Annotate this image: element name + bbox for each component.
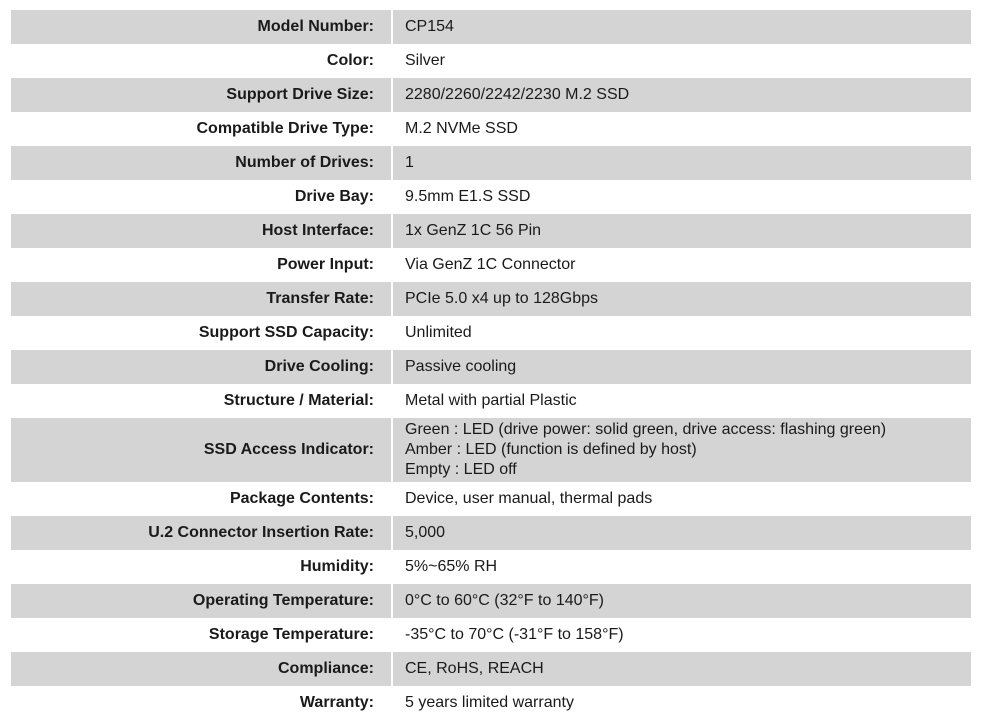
spec-value: 1x GenZ 1C 56 Pin <box>393 214 971 248</box>
spec-label: Model Number: <box>11 10 393 44</box>
spec-row-power-input <box>11 248 973 282</box>
spec-row-humidity <box>11 550 973 584</box>
spec-table <box>11 10 973 720</box>
spec-value: Via GenZ 1C Connector <box>393 248 971 282</box>
spec-row-connector-insertion-rate <box>11 516 973 550</box>
spec-value: 2280/2260/2242/2230 M.2 SSD <box>393 78 971 112</box>
spec-value: 0°C to 60°C (32°F to 140°F) <box>393 584 971 618</box>
spec-row-number-of-drives <box>11 146 973 180</box>
spec-row-structure-material <box>11 384 973 418</box>
spec-label: SSD Access Indicator: <box>11 418 393 482</box>
spec-label: Warranty: <box>11 686 393 720</box>
spec-row-transfer-rate <box>11 282 973 316</box>
spec-label: Power Input: <box>11 248 393 282</box>
spec-label: Compatible Drive Type: <box>11 112 393 146</box>
spec-label: Structure / Material: <box>11 384 393 418</box>
spec-value: 5 years limited warranty <box>393 686 971 720</box>
spec-label: Drive Cooling: <box>11 350 393 384</box>
spec-row-host-interface <box>11 214 973 248</box>
spec-row-package-contents <box>11 482 973 516</box>
spec-label: Operating Temperature: <box>11 584 393 618</box>
spec-row-ssd-access-indicator <box>11 418 973 482</box>
spec-label: Drive Bay: <box>11 180 393 214</box>
spec-row-compatible-drive-type <box>11 112 973 146</box>
spec-value: CP154 <box>393 10 971 44</box>
spec-label: Number of Drives: <box>11 146 393 180</box>
spec-label: Transfer Rate: <box>11 282 393 316</box>
indicator-line-green: Green : LED (drive power: solid green, drive access: flashing green) <box>405 421 887 438</box>
spec-row-color <box>11 44 973 78</box>
spec-row-support-ssd-capacity <box>11 316 973 350</box>
spec-row-operating-temperature <box>11 584 973 618</box>
spec-label: Storage Temperature: <box>11 618 393 652</box>
spec-row-warranty <box>11 686 973 720</box>
spec-value <box>393 418 971 482</box>
spec-label: Compliance: <box>11 652 393 686</box>
spec-row-model-number <box>11 10 973 44</box>
spec-label: Color: <box>11 44 393 78</box>
spec-value: Device, user manual, thermal pads <box>393 482 971 516</box>
spec-row-compliance <box>11 652 973 686</box>
spec-label: Support SSD Capacity: <box>11 316 393 350</box>
indicator-line-amber: Amber : LED (function is defined by host) <box>405 441 697 458</box>
spec-value: 1 <box>393 146 971 180</box>
spec-value: 5%~65% RH <box>393 550 971 584</box>
spec-value: -35°C to 70°C (-31°F to 158°F) <box>393 618 971 652</box>
indicator-line-empty: Empty : LED off <box>405 461 517 478</box>
spec-value: Silver <box>393 44 971 78</box>
spec-label: U.2 Connector Insertion Rate: <box>11 516 393 550</box>
spec-value: M.2 NVMe SSD <box>393 112 971 146</box>
spec-row-storage-temperature <box>11 618 973 652</box>
spec-value: CE, RoHS, REACH <box>393 652 971 686</box>
spec-row-drive-bay <box>11 180 973 214</box>
spec-row-drive-cooling <box>11 350 973 384</box>
spec-value: Metal with partial Plastic <box>393 384 971 418</box>
spec-label: Host Interface: <box>11 214 393 248</box>
spec-value: Passive cooling <box>393 350 971 384</box>
spec-label: Package Contents: <box>11 482 393 516</box>
spec-value: 5,000 <box>393 516 971 550</box>
spec-value: PCIe 5.0 x4 up to 128Gbps <box>393 282 971 316</box>
spec-label: Humidity: <box>11 550 393 584</box>
spec-label: Support Drive Size: <box>11 78 393 112</box>
spec-row-support-drive-size <box>11 78 973 112</box>
spec-value: 9.5mm E1.S SSD <box>393 180 971 214</box>
spec-value: Unlimited <box>393 316 971 350</box>
